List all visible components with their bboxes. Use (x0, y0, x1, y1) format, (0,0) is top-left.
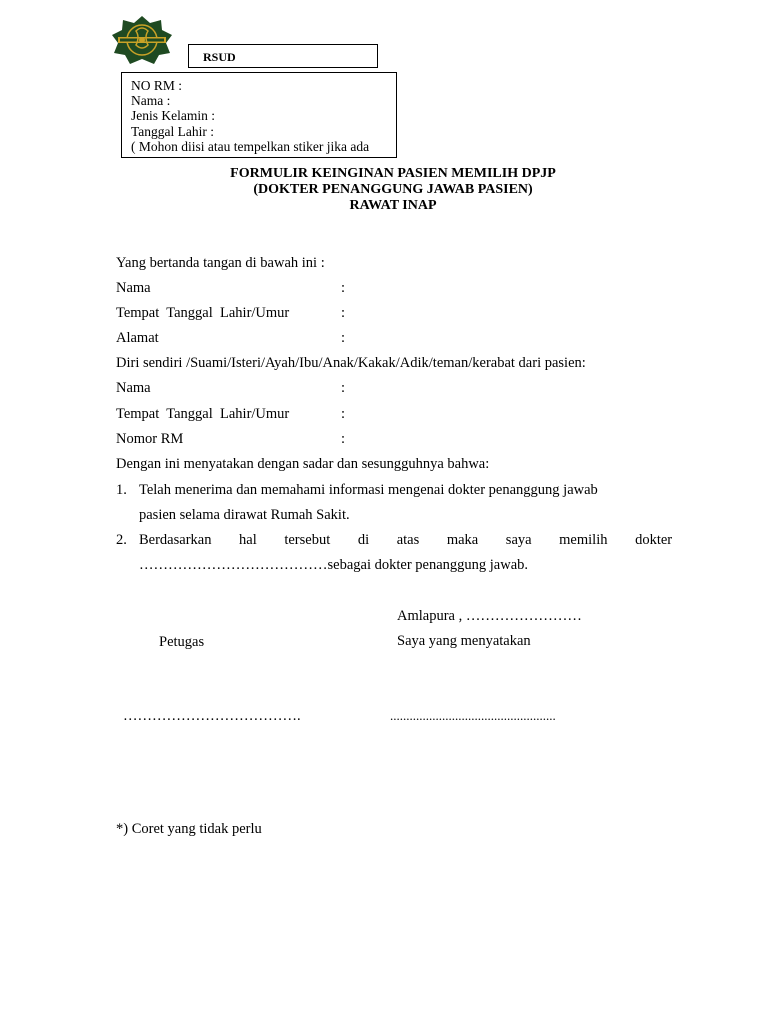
form-title-line1: FORMULIR KEINGINAN PASIEN MEMILIH DPJP (230, 166, 556, 181)
patient-rm-label: Nomor RM (116, 431, 184, 447)
relation-text: Diri sendiri /Suami/Isteri/Ayah/Ibu/Anak/Kakak/Adik/teman/kerabat dari pasien: (116, 355, 586, 371)
item-2-word: hal (239, 532, 257, 548)
item-2-word: dokter (635, 532, 673, 548)
patient-ttl-colon: : (341, 406, 346, 422)
item-2-word: maka (446, 532, 479, 548)
form-title-line2: (DOKTER PENANGGUNG JAWAB PASIEN) (253, 182, 533, 197)
statement-text: Dengan ini menyatakan dengan sadar dan sesungguhnya bahwa: (116, 456, 490, 472)
item-2-word: Berdasarkan (139, 532, 212, 548)
item-2-line2: …………………………………sebagai dokter penanggung jawab. (139, 557, 529, 573)
signer-alamat-label: Alamat (116, 330, 159, 346)
declarant-label: Saya yang menyatakan (397, 633, 531, 649)
item-2-word: di (357, 532, 370, 548)
no-rm-label: NO RM : (131, 78, 183, 93)
signer-nama-colon: : (341, 280, 346, 296)
intro-text: Yang bertanda tangan di bawah ini : (116, 255, 325, 271)
patient-identity-box (121, 72, 397, 158)
tanggal-lahir-label: Tanggal Lahir : (131, 123, 215, 139)
item-1-line1: Telah menerima dan memahami informasi mengenai dokter penanggung jawab (139, 482, 598, 498)
item-2-line1 (139, 531, 672, 549)
patient-ttl-label: Tempat Tanggal Lahir/Umur (116, 406, 290, 422)
patient-nama-colon: : (341, 380, 346, 396)
hospital-logo (110, 15, 174, 65)
signer-ttl-colon: : (341, 305, 346, 321)
item-1-line2: pasien selama dirawat Rumah Sakit. (139, 507, 350, 523)
nama-label: Nama : (131, 93, 171, 109)
signer-ttl-label: Tempat Tanggal Lahir/Umur (116, 305, 290, 321)
sticker-note: ( Mohon diisi atau tempelkan stiker jika ada (131, 138, 370, 154)
declarant-signature-line: ................................................... (390, 708, 556, 723)
rsud-label: RSUD (203, 50, 236, 64)
item-1-number: 1. (116, 482, 127, 498)
item-2-word: tersebut (284, 532, 331, 548)
item-2-word: atas (396, 532, 420, 548)
petugas-label: Petugas (159, 634, 205, 650)
jenis-kelamin-label: Jenis Kelamin : (131, 108, 215, 124)
signer-nama-label: Nama (116, 280, 151, 296)
item-2-word: memilih (559, 532, 608, 548)
rsud-box (188, 44, 378, 68)
item-2-number: 2. (116, 532, 127, 548)
place-date: Amlapura , …………………… (397, 608, 582, 624)
form-title-line3: RAWAT INAP (349, 198, 437, 213)
footnote: *) Coret yang tidak perlu (116, 821, 262, 837)
patient-nama-label: Nama (116, 380, 151, 396)
patient-rm-colon: : (341, 431, 346, 447)
petugas-signature-line: ………………………………. (123, 708, 301, 724)
item-2-word: saya (505, 532, 532, 548)
signer-alamat-colon: : (341, 330, 346, 346)
